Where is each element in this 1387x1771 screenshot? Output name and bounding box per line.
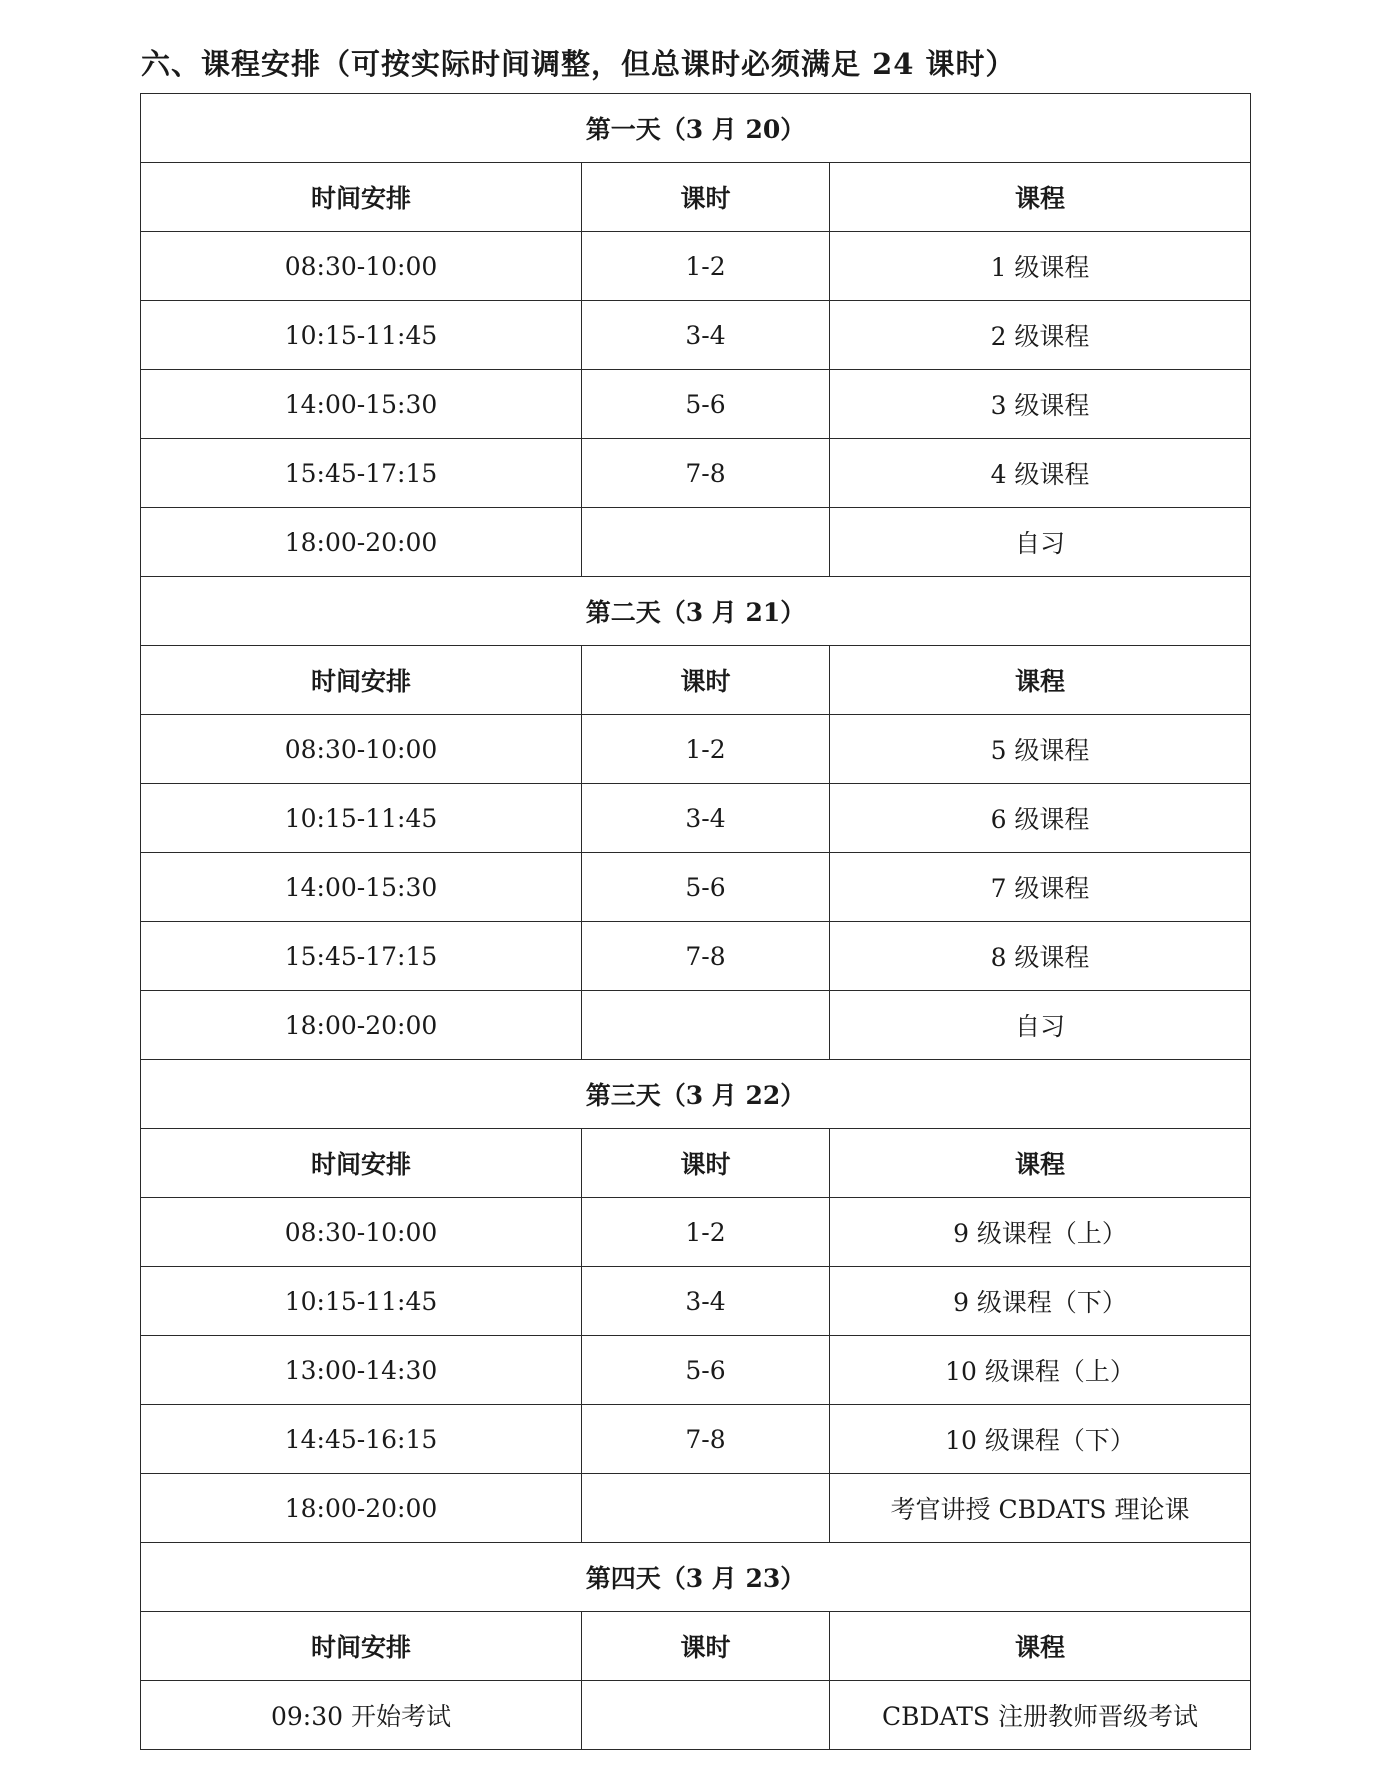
table-row — [141, 1474, 1251, 1543]
course-cell: 9 级课程（上） — [830, 1198, 1251, 1267]
column-header-row — [141, 646, 1251, 715]
time-cell: 08:30-10:00 — [141, 715, 582, 784]
column-header-row — [141, 1129, 1251, 1198]
course-schedule-table — [140, 93, 1251, 1750]
table-row — [141, 991, 1251, 1060]
table-row — [141, 784, 1251, 853]
period-cell: 5-6 — [582, 1336, 830, 1405]
table-row — [141, 439, 1251, 508]
column-header-row — [141, 163, 1251, 232]
time-cell: 10:15-11:45 — [141, 784, 582, 853]
time-cell: 15:45-17:15 — [141, 439, 582, 508]
day-title-row — [141, 1543, 1251, 1612]
course-cell: 1 级课程 — [830, 232, 1251, 301]
course-cell: 7 级课程 — [830, 853, 1251, 922]
course-cell: 5 级课程 — [830, 715, 1251, 784]
period-cell — [582, 1474, 830, 1543]
day-title-row — [141, 577, 1251, 646]
table-row — [141, 1267, 1251, 1336]
time-cell: 08:30-10:00 — [141, 232, 582, 301]
table-row — [141, 370, 1251, 439]
period-cell: 3-4 — [582, 1267, 830, 1336]
course-cell: 9 级课程（下） — [830, 1267, 1251, 1336]
course-cell: 自习 — [830, 508, 1251, 577]
column-header-course: 课程 — [830, 163, 1251, 232]
table-row — [141, 715, 1251, 784]
column-header-course: 课程 — [830, 1612, 1251, 1681]
time-cell: 15:45-17:15 — [141, 922, 582, 991]
table-row — [141, 1198, 1251, 1267]
column-header-row — [141, 1612, 1251, 1681]
time-cell: 18:00-20:00 — [141, 1474, 582, 1543]
column-header-period: 课时 — [582, 163, 830, 232]
period-cell: 7-8 — [582, 922, 830, 991]
course-cell: 10 级课程（下） — [830, 1405, 1251, 1474]
period-cell: 3-4 — [582, 301, 830, 370]
period-cell — [582, 508, 830, 577]
period-cell — [582, 991, 830, 1060]
table-row — [141, 1681, 1251, 1750]
time-cell: 14:00-15:30 — [141, 853, 582, 922]
course-cell: 8 级课程 — [830, 922, 1251, 991]
table-row — [141, 508, 1251, 577]
period-cell: 1-2 — [582, 1198, 830, 1267]
course-cell: 2 级课程 — [830, 301, 1251, 370]
column-header-time: 时间安排 — [141, 1612, 582, 1681]
period-cell: 5-6 — [582, 853, 830, 922]
course-cell: 4 级课程 — [830, 439, 1251, 508]
day-title: 第四天（3 月 23） — [141, 1543, 1251, 1612]
course-cell: 自习 — [830, 991, 1251, 1060]
period-cell — [582, 1681, 830, 1750]
column-header-period: 课时 — [582, 1612, 830, 1681]
time-cell: 18:00-20:00 — [141, 508, 582, 577]
time-cell: 08:30-10:00 — [141, 1198, 582, 1267]
time-cell: 13:00-14:30 — [141, 1336, 582, 1405]
period-cell: 1-2 — [582, 715, 830, 784]
section-heading: 六、课程安排（可按实际时间调整，但总课时必须满足 24 课时） — [141, 47, 1016, 81]
column-header-period: 课时 — [582, 646, 830, 715]
column-header-time: 时间安排 — [141, 163, 582, 232]
time-cell: 14:45-16:15 — [141, 1405, 582, 1474]
time-cell: 09:30 开始考试 — [141, 1681, 582, 1750]
table-row — [141, 301, 1251, 370]
course-cell: 10 级课程（上） — [830, 1336, 1251, 1405]
day-title-row — [141, 94, 1251, 163]
time-cell: 18:00-20:00 — [141, 991, 582, 1060]
schedule-body — [141, 94, 1251, 1750]
table-row — [141, 1405, 1251, 1474]
time-cell: 10:15-11:45 — [141, 1267, 582, 1336]
time-cell: 14:00-15:30 — [141, 370, 582, 439]
day-title: 第一天（3 月 20） — [141, 94, 1251, 163]
day-title: 第二天（3 月 21） — [141, 577, 1251, 646]
period-cell: 7-8 — [582, 1405, 830, 1474]
table-row — [141, 232, 1251, 301]
period-cell: 1-2 — [582, 232, 830, 301]
course-cell: 考官讲授 CBDATS 理论课 — [830, 1474, 1251, 1543]
day-title-row — [141, 1060, 1251, 1129]
column-header-time: 时间安排 — [141, 646, 582, 715]
course-cell: 6 级课程 — [830, 784, 1251, 853]
column-header-course: 课程 — [830, 1129, 1251, 1198]
period-cell: 5-6 — [582, 370, 830, 439]
course-cell: CBDATS 注册教师晋级考试 — [830, 1681, 1251, 1750]
period-cell: 3-4 — [582, 784, 830, 853]
time-cell: 10:15-11:45 — [141, 301, 582, 370]
table-row — [141, 853, 1251, 922]
table-row — [141, 1336, 1251, 1405]
column-header-period: 课时 — [582, 1129, 830, 1198]
column-header-time: 时间安排 — [141, 1129, 582, 1198]
table-row — [141, 922, 1251, 991]
period-cell: 7-8 — [582, 439, 830, 508]
column-header-course: 课程 — [830, 646, 1251, 715]
course-cell: 3 级课程 — [830, 370, 1251, 439]
day-title: 第三天（3 月 22） — [141, 1060, 1251, 1129]
